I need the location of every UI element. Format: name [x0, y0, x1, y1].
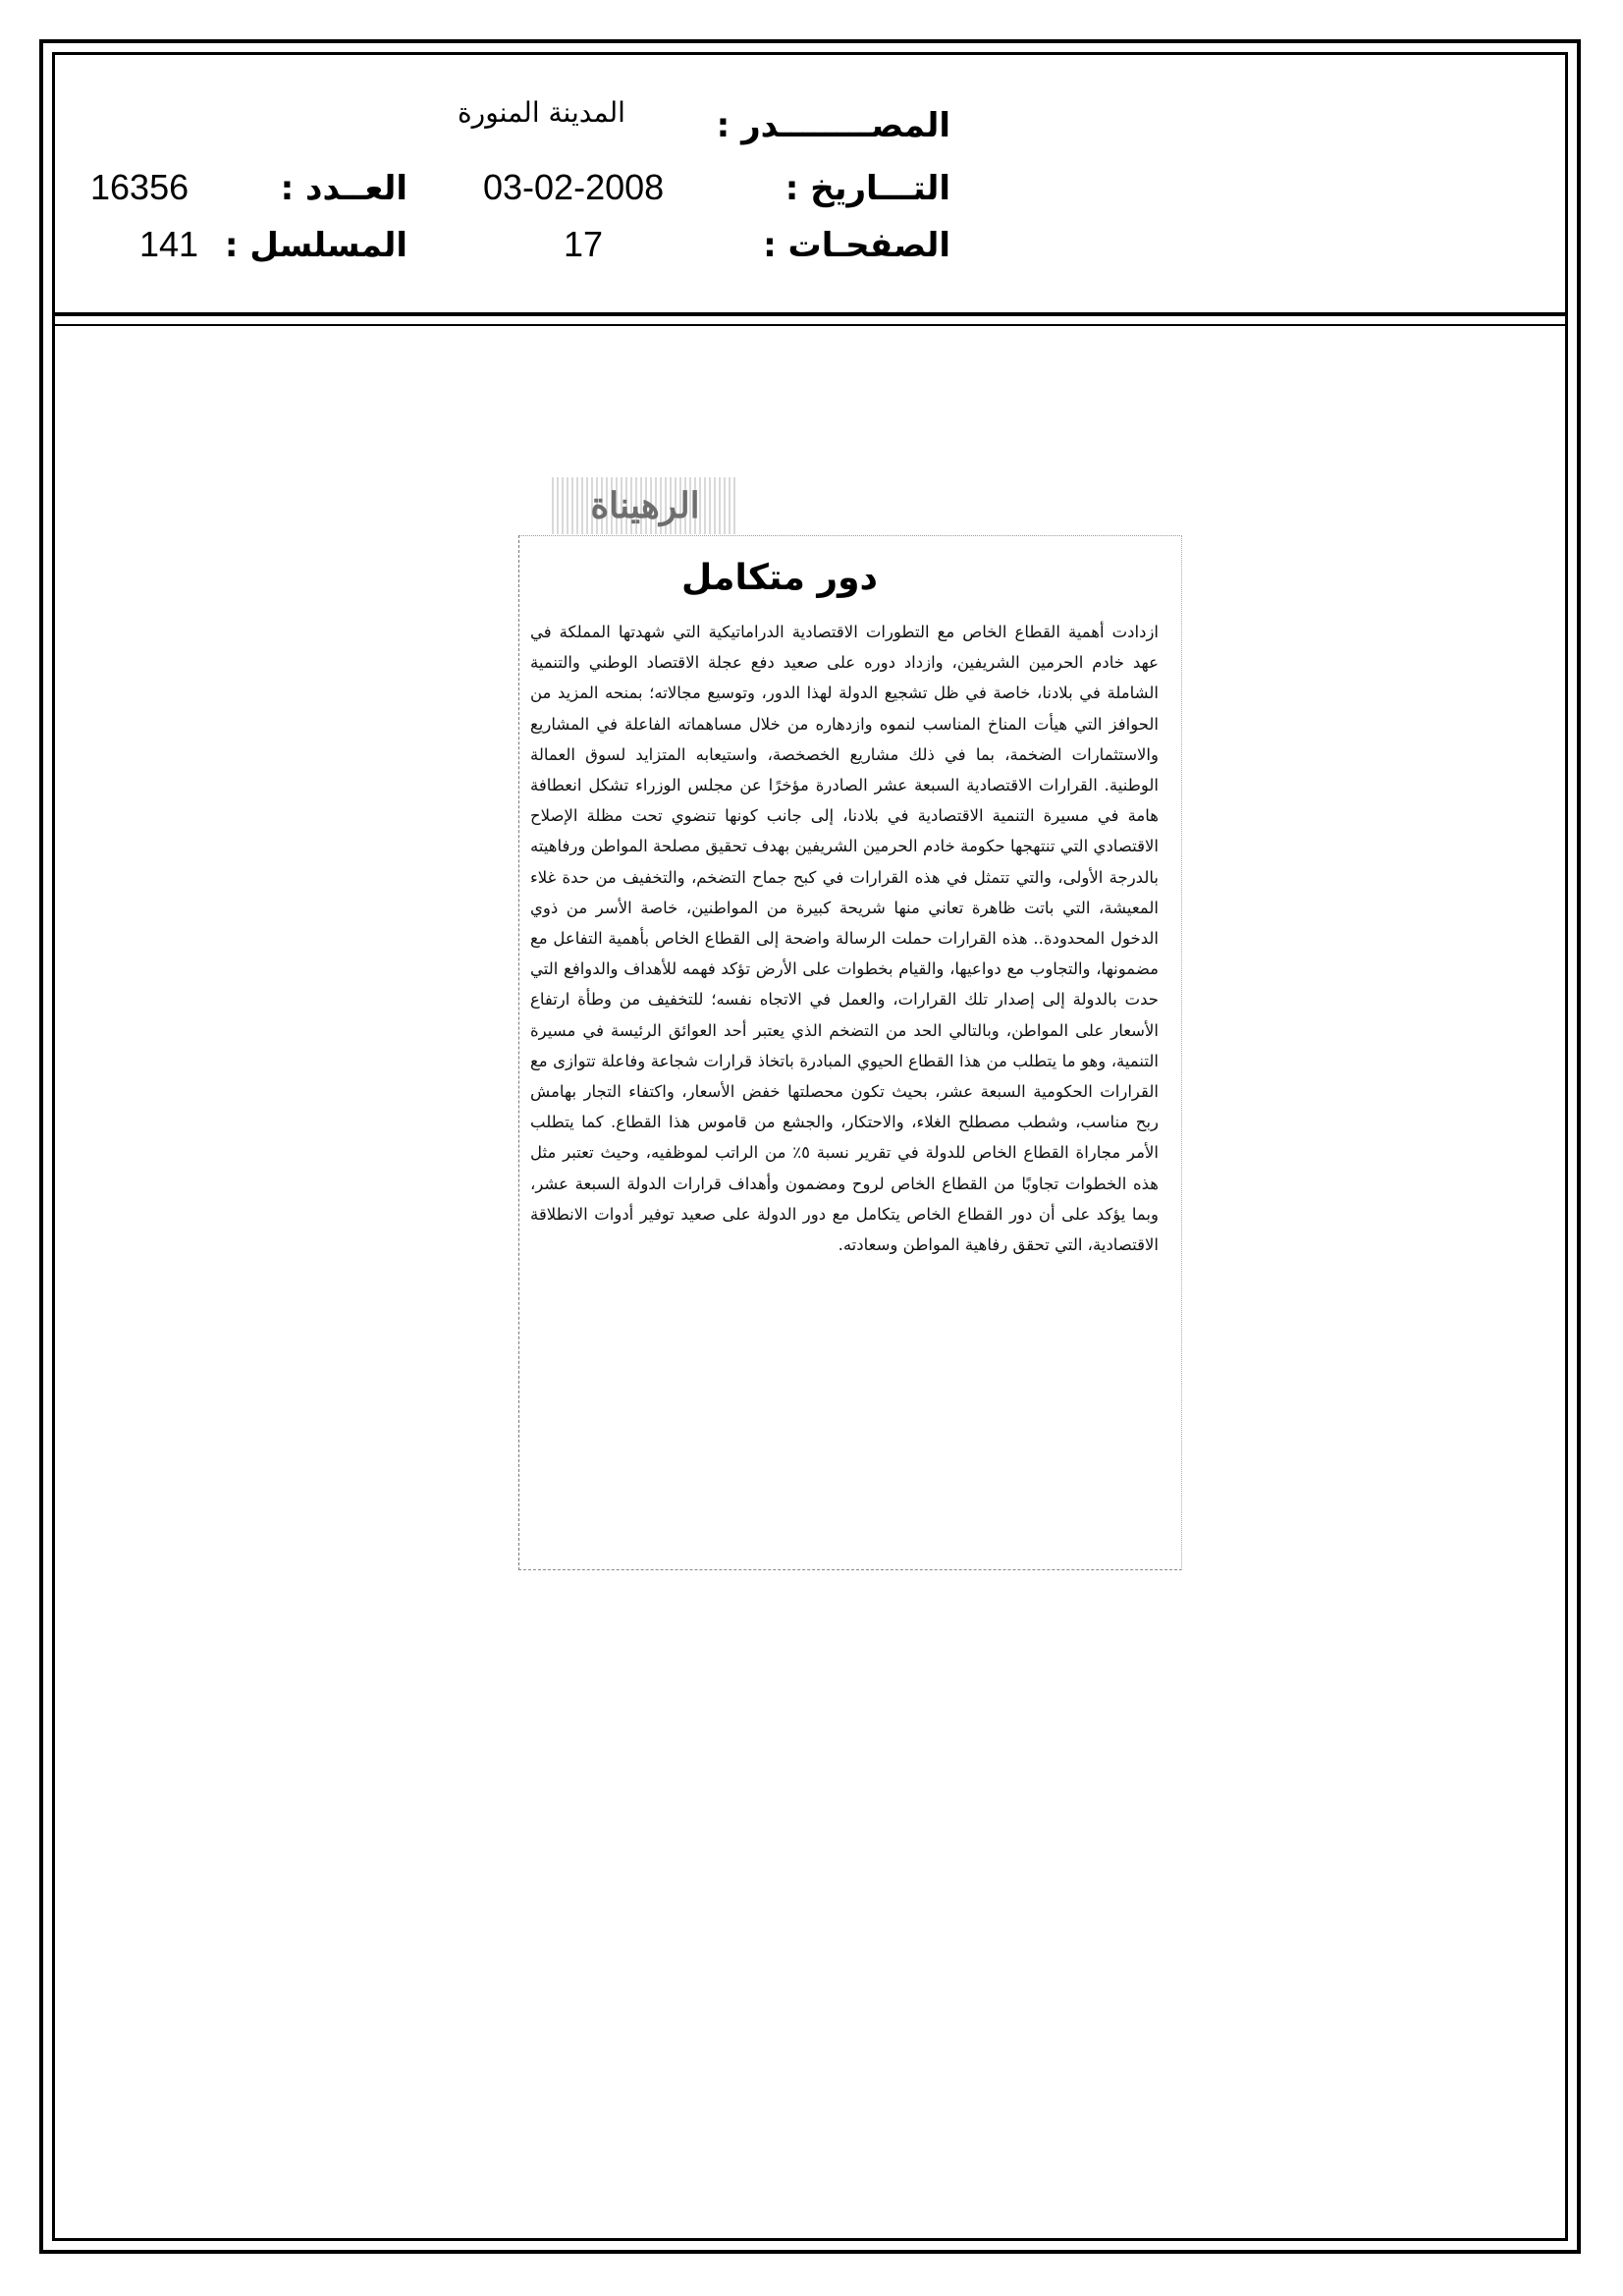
issue-value: 16356 [90, 167, 189, 207]
newspaper-logo: الرهيناة [552, 477, 738, 534]
date-value: 03-02-2008 [483, 167, 665, 207]
date-label: التـــاريخ : [784, 169, 950, 208]
pages-value: 17 [564, 224, 604, 264]
article-body: ازدادت أهمية القطاع الخاص مع التطورات الاقتصادية الدراماتيكية التي شهدتها المملكة في عهد خادم الحرمين الشريفين، وازداد دوره على صعيد دفع عجلة الاقتصاد الوطني والتنمية الشاملة في بلادنا، خاصة في ظل تشجيع الدولة لهذا الدور، وتوسيع مجالاته؛ بمنحه المزيد من الحوافز التي هيأت المناخ المناسب لنموه وازدهاره من خلال مساهماته الفاعلة في المشاريع والاستثمارات الضخمة، بما في ذلك مشاريع الخصخصة، واستيعابه المتزايد لسوق العمالة الوطنية. القرارات الاقتصادية السبعة عشر الصادرة مؤخرًا عن مجلس الوزراء تشكل انعطافة هامة في مسيرة التنمية الاقتصادية في بلادنا، إلى جانب كونها تنضوي تحت مظلة الإصلاح الاقتصادي التي تنتهجها حكومة خادم الحرمين الشريفين بهدف تحقيق مصلحة المواطن ورفاهيته بالدرجة الأولى، والتي تتمثل في هذه القرارات في كبح جماح التضخم، والتخفيف من حدة غلاء المعيشة، التي باتت ظاهرة تعاني منها شريحة كبيرة من المواطنين، خاصة الأسر من ذوي الدخول المحدودة.. هذه القرارات حملت الرسالة واضحة إلى القطاع الخاص بأهمية التفاعل مع مضمونها، والتجاوب مع دواعيها، والقيام بخطوات على الأرض تؤكد فهمه للأهداف والدوافع التي حدت بالدولة إلى إصدار تلك القرارات، والعمل في الاتجاه نفسه؛ للتخفيف من وطأة ارتفاع الأسعار على المواطن، وبالتالي الحد من التضخم الذي يعتبر أحد العوائق الرئيسة في مسيرة التنمية، وهو ما يتطلب من هذا القطاع الحيوي المبادرة باتخاذ قرارات شجاعة وفاعلة تتوازى مع القرارات الحكومية السبعة عشر، بحيث تكون محصلتها خفض الأسعار، واكتفاء التجار بهامش ربح مناسب، وشطب مصطلح الغلاء، والاحتكار، والجشع من قاموس هذا القطاع. كما يتطلب الأمر مجاراة القطاع الخاص للدولة في تقرير نسبة ٥٪ من الراتب لموظفيه، وحيث تعتبر مثل هذه الخطوات تجاوبًا من القطاع الخاص لروح ومضمون وأهداف قرارات الدولة السبعة عشر، وبما يؤكد على أن دور القطاع الخاص يتكامل مع دور الدولة على صعيد توفير أدوات الانطلاقة الاقتصادية، التي تحقق رفاهية المواطن وسعادته. [530, 623, 1159, 1255]
source-value: المدينة المنورة [458, 96, 625, 129]
source-label: المصــــــــدر : [716, 106, 950, 145]
header-divider-thin [52, 324, 1568, 326]
pages-label: الصفحـات : [763, 226, 950, 265]
serial-value: 141 [139, 224, 199, 264]
header-divider [52, 312, 1568, 316]
serial-label: المسلسل : [224, 226, 407, 265]
issue-label: العــدد : [280, 169, 407, 208]
article-title: دور متكامل [681, 558, 878, 598]
